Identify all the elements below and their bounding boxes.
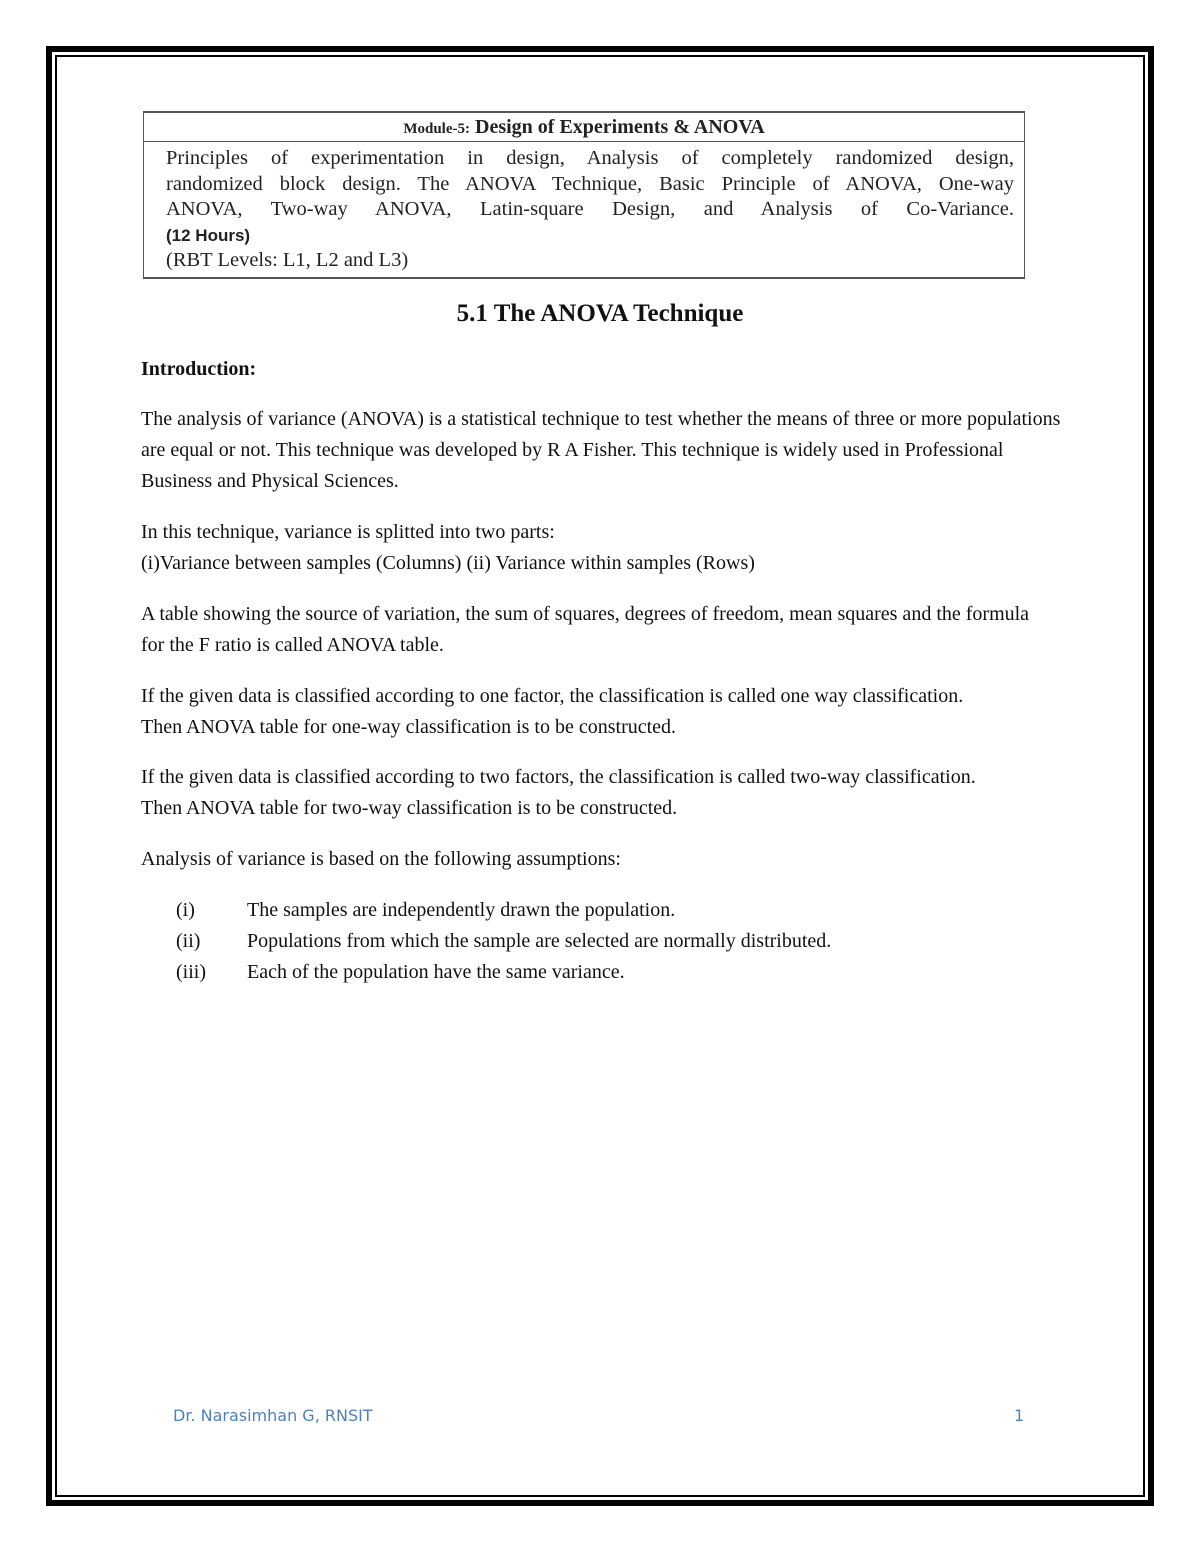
paragraph: The analysis of variance (ANOVA) is a statistical technique to test whether the means of three or more populations are equal or not. This technique was developed by R A Fisher. This technique is widely used in Professional Business and Physical Sciences.: [141, 408, 1061, 492]
list-item: Each of the population have the same variance.: [247, 961, 625, 983]
syllabus-rbt: (RBT Levels: L1, L2 and L3): [166, 249, 409, 271]
footer-author: Dr. Narasimhan G, RNSIT: [173, 1406, 373, 1425]
syllabus-line: randomized block design. The ANOVA Technique, Basic Principle of ANOVA, One-way: [166, 172, 1014, 195]
module-header: [144, 113, 1024, 142]
list-number: (i): [176, 899, 195, 921]
list-item: Populations from which the sample are selected are normally distributed.: [247, 930, 832, 952]
page-number: 1: [1014, 1406, 1025, 1425]
list-number: (iii): [176, 961, 206, 983]
syllabus-hours: (12 Hours): [166, 225, 251, 245]
paragraph: If the given data is classified according to one factor, the classification is called one way classification. Then ANOVA table for one-way classification is to be constructed.: [141, 685, 964, 738]
intro-heading: Introduction:: [141, 358, 257, 380]
list-number: (ii): [176, 930, 201, 952]
paragraph: Analysis of variance is based on the following assumptions:: [141, 848, 621, 870]
paragraph: A table showing the source of variation, the sum of squares, degrees of freedom, mean squares and the formula for the F ratio is called ANOVA table.: [141, 603, 1030, 656]
syllabus-line: ANOVA, Two-way ANOVA, Latin-square Design, and Analysis of Co-Variance.: [166, 198, 1014, 220]
paragraph: (i)Variance between samples (Columns) (ii) Variance within samples (Rows): [141, 552, 755, 574]
paragraph: If the given data is classified according to two factors, the classification is called two-way classification. Then ANOVA table for two-way classification is to be constructed.: [141, 766, 976, 819]
paragraph: In this technique, variance is splitted into two parts:: [141, 521, 555, 543]
syllabus-line: Principles of experimentation in design, Analysis of completely randomized design,: [166, 147, 1014, 169]
section-title: 5.1 The ANOVA Technique: [456, 300, 744, 327]
syllabus-body: [144, 142, 1024, 277]
syllabus-box: [143, 111, 1025, 279]
module-title: Design of Experiments & ANOVA: [475, 116, 765, 138]
module-label: Module-5:: [403, 121, 471, 137]
list-item: The samples are independently drawn the population.: [247, 899, 676, 921]
